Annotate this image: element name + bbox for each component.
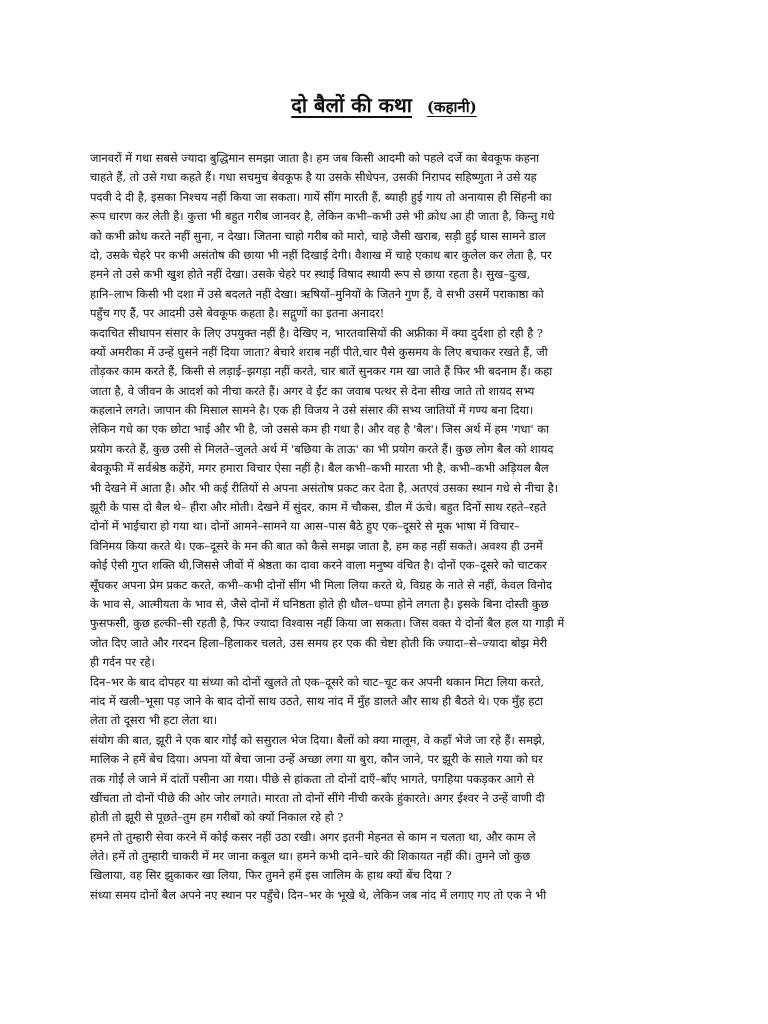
- text-line: हानि–लाभ किसी भी दशा में उसे बदलते नहीं देखा। ऋषियों–मुनियों के जितने गुण हैं, वे सभी उसमें पराकाष्ठा को: [90, 286, 544, 301]
- text-line: प्रयोग करते हैं, कुछ उसी से मिलते–जुलते अर्थ में 'बछिया के ताऊ' का भी प्रयोग करते हैं। कुछ लोग बैल को शायद: [90, 441, 554, 456]
- text-line: दिन–भर के बाद दोपहर या संध्या को दोनों खुलते तो एक–दूसरे को चाट–चूट कर अपनी थकान मिटा लिया करते,: [90, 674, 545, 689]
- text-line: भी देखने में आता है। और भी कई रीतियों से अपना असंतोष प्रकट कर देता है, अतएवं उसका स्थान गधे से नीचा है।: [90, 480, 559, 495]
- text-line: क्यों अमरीका में उन्हें घुसने नहीं दिया जाता? बेचारे शराब नहीं पीते,चार पैसे कुसमय के लिए बचाकर रखते हैं, जी: [90, 344, 548, 359]
- text-line: हमने तो तुम्हारी सेवा करने में कोई कसर नहीं उठा रखी। अगर इतनी मेहनत से काम न चलता था, और काम ले: [90, 829, 536, 844]
- text-line: जोत दिए जाते और गरदन हिला–हिलाकर चलते, उस समय हर एक की चेष्टा होती कि ज्यादा–से–ज्यादा बोझ मेरी: [90, 635, 548, 650]
- text-line: पहुँच गए हैं, पर आदमी उसे बेवकूफ कहता है। सद्गुणों का इतना अनादर!: [90, 306, 385, 321]
- text-line: को कभी क्रोध करते नहीं सुना, न देखा। जितना चाहो गरीब को मारो, चाहे जैसी खराब, सड़ी हुई घास सामने डाल: [90, 228, 546, 243]
- text-line: लेता तो दूसरा भी हटा लेता था।: [90, 713, 218, 728]
- text-line: के भाव से, आत्मीयता के भाव से, जैसे दोनों में घनिष्ठता होते ही धौल–धप्पा होने लगता है। इसके बिना दोस्ती कुछ: [90, 596, 549, 611]
- text-line: फुसफसी, कुछ हल्की–सी रहती है, फिर ज्यादा विश्वास नहीं किया जा सकता। जिस वक्त ये दोनों बैल हल या गाड़ी में: [90, 616, 565, 631]
- story-title: [0, 92, 768, 120]
- text-line: कोई ऐसी गुप्त शक्ति थी,जिससे जीवों में श्रेष्ठता का दावा करने वाला मनुष्य वंचित है। दोनों एक–दूसरे को चाटकर: [90, 558, 547, 573]
- subtitle-text: (कहानी): [426, 98, 477, 116]
- text-line: होती तो झूरी से पूछते–तुम हम गरीबों को क्यों निकाल रहे हो ?: [90, 810, 344, 825]
- text-line: खींचता तो दोनों पीछे की ओर जोर लगाते। मारता तो दोनों सींगे नीची करके हुंकारते। अगर ईश्वर ने उन्हें वाणी दी: [90, 790, 545, 805]
- text-line: रूप धारण कर लेती है। कुत्ता भी बहुत गरीब जानवर है, लेकिन कभी–कभी उसे भी क्रोध आ ही जाता है, किन्तु गधे: [90, 209, 555, 224]
- text-line: दो, उसके चेहरे पर कभी असंतोष की छाया भी नहीं दिखाई देगी। वैशाख में चाहे एकाध बार कुलेल कर लेता है, पर: [90, 247, 552, 262]
- text-line: मालिक ने हमें बेच दिया। अपना यों बेचा जाना उन्हें अच्छा लगा या बुरा, कौन जाने, पर झूरी के साले गया को घर: [90, 752, 543, 767]
- text-line: जानवरों में गधा सबसे ज्यादा बुद्धिमान समझा जाता है। हम जब किसी आदमी को पहले दर्जे का बेवकूफ कहना: [90, 151, 540, 165]
- story-body: [90, 149, 690, 905]
- text-line: चाहते हैं, तो उसे गधा कहते हैं। गधा सचमुच बेवकूफ है या उसके सीधेपन, उसकी निरापद सहिष्णुता ने उसे यह: [90, 170, 537, 185]
- text-line: संयोग की बात, झूरी ने एक बार गोईं को ससुराल भेज दिया। बैलों को क्या मालूम, वे कहाँ भेजे जा रहे हैं। समझे,: [90, 732, 546, 747]
- text-line: पदवी दे दी है, इसका निश्चय नहीं किया जा सकता। गायें सींग मारती हैं, ब्याही हुई गाय तो अनायास ही सिंहनी का: [90, 189, 552, 204]
- text-line: झूरी के पास दो बैल थे– हीरा और मोती। देखने में सुंदर, काम में चौकस, डील में ऊंचे। बहुत दिनों साथ रहते–रहते: [90, 500, 547, 515]
- text-line: दोनों में भाईचारा हो गया था। दोनों आमने–सामने या आस–पास बैठे हुए एक–दूसरे से मूक भाषा में विचार–: [90, 519, 520, 534]
- text-line: बेवकूफी में सर्वश्रेष्ठ कहेंगे, मगर हमारा विचार ऐसा नहीं है। बैल कभी–कभी मारता भी है, कभी–कभी अड़ियल बैल: [90, 461, 549, 476]
- text-line: सूँघकर अपना प्रेम प्रकट करते, कभी–कभी दोनों सींग भी मिला लिया करते थे, विग्रह के नाते से नहीं, केवल विनोद: [90, 577, 553, 592]
- text-line: हमने तो उसे कभी खुश होते नहीं देखा। उसके चेहरे पर स्थाई विषाद स्थायी रूप से छाया रहता है। सुख–दुःख,: [90, 267, 531, 282]
- text-line: तक गोईं ले जाने में दांतों पसीना आ गया। पीछे से हांकता तो दोनों दाएँ–बाँए भागते, पगहिया पकड़कर आगे से: [90, 771, 535, 786]
- text-line: खिलाया, वह सिर झुकाकर खा लिया, फिर तुमने हमें इस जालिम के हाथ क्यों बेंच दिया ?: [90, 868, 452, 883]
- text-line: विनिमय किया करते थे। एक–दूसरे के मन की बात को कैसे समझ जाता है, हम कह नहीं सकते। अवश्य ही उनमें: [90, 538, 543, 553]
- text-line: नांद में खली–भूसा पड़ जाने के बाद दोनों साथ उठते, साथ नांद में मुँह डालते और साथ ही बैठते थे। एक मुँह हटा: [90, 693, 544, 708]
- title-text: दो बैलों की कथा: [291, 93, 412, 117]
- text-line: कहलाने लगते। जापान की मिसाल सामने है। एक ही विजय ने उसे संसार की सभ्य जातियों में गण्य बना दिया।: [90, 403, 534, 418]
- text-line: ही गर्दन पर रहे।: [90, 655, 155, 670]
- text-line: लेकिन गधे का एक छोटा भाई और भी है, जो उससे कम ही गधा है। और वह है 'बैल'। जिस अर्थ में हम 'गधा' का: [90, 422, 549, 437]
- text-line: तोड़कर काम करते हैं, किसी से लड़ाई–झगड़ा नहीं करते, चार बातें सुनकर गम खा जाते हैं फिर भी बदनाम हैं। कहा: [90, 364, 553, 379]
- text-line: लेते। हमें तो तुम्हारी चाकरी में मर जाना कबूल था। हमने कभी दाने–चारे की शिकायत नहीं की। तुमने जो कुछ: [90, 849, 531, 864]
- text-line: कदाचित सीधापन संसार के लिए उपयुक्त नहीं है। देखिए न, भारतवासियों की अफ्रीका में क्या दुर्दशा हो रही है ?: [90, 325, 544, 340]
- text-line: जाता है, वे जीवन के आदर्श को नीचा करते हैं। अगर वे ईंट का जवाब पत्थर से देना सीख जाते तो शायद सभ्य: [90, 383, 535, 398]
- text-line: संध्या समय दोनों बैल अपने नए स्थान पर पहुँचे। दिन–भर के भूखे थे, लेकिन जब नांद में लगाए गए तो एक ने भी: [90, 887, 547, 902]
